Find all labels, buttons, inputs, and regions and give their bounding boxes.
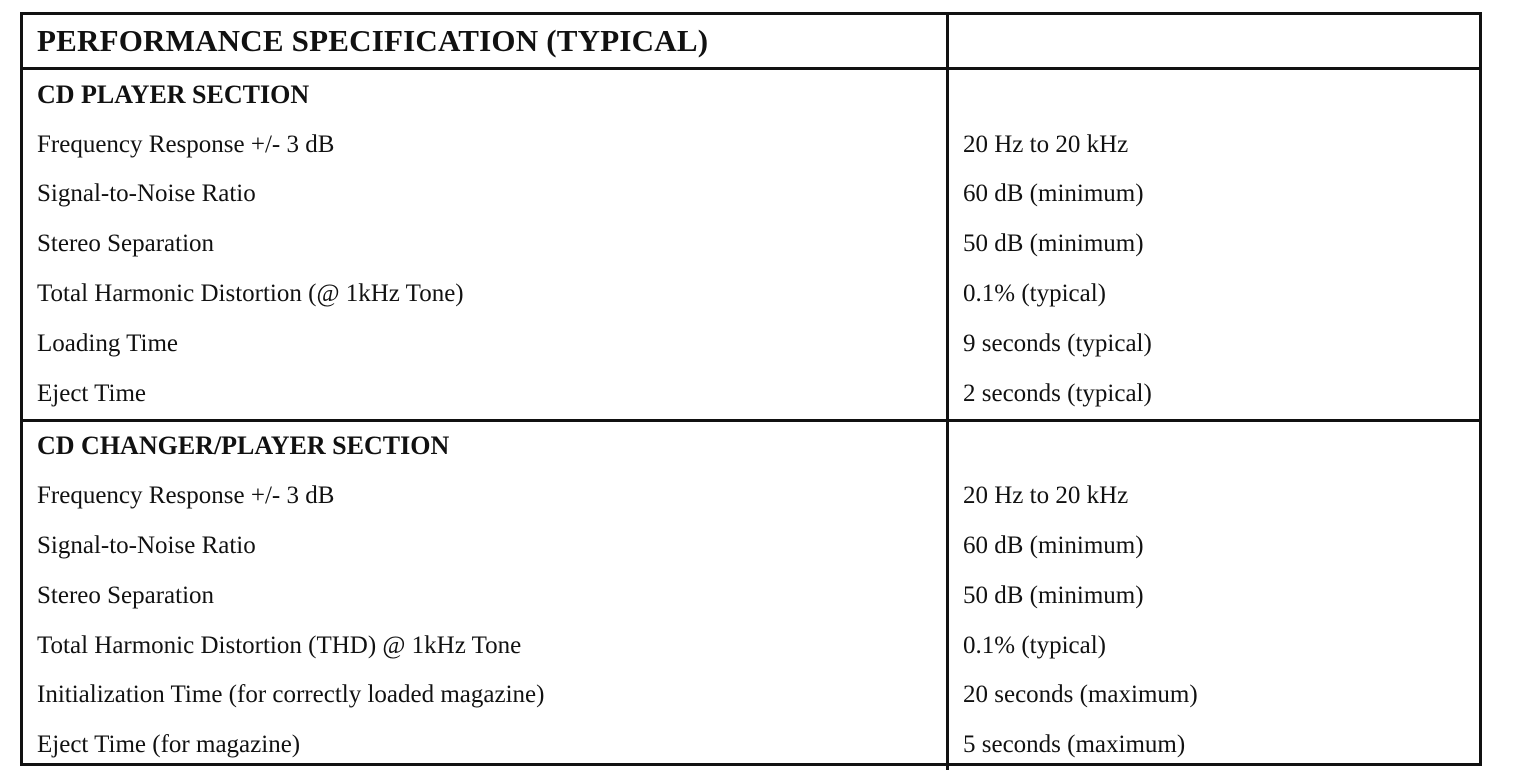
value-cell: 20 Hz to 20 kHz [963,130,1129,158]
section-heading-value-cell [949,70,1479,120]
parameter-cell: Initialization Time (for correctly loaded magazine) [23,671,949,721]
cd-player-section [23,67,1479,419]
parameter-cell: Total Harmonic Distortion (THD) @ 1kHz Tone [23,621,949,671]
section-heading: CD CHANGER/PLAYER SECTION [23,422,949,472]
parameter-cell: Eject Time [23,369,949,419]
value-cell: 0.1% (typical) [963,631,1107,659]
table-row [23,170,1479,220]
title-row [23,15,1479,67]
parameter-cell: Stereo Separation [23,219,949,269]
section-heading: CD PLAYER SECTION [23,70,949,120]
cd-changer-player-section [23,419,1479,771]
value-cell: 20 seconds (maximum) [963,681,1198,709]
value-cell: 20 Hz to 20 kHz [963,482,1129,510]
table-row [23,471,1479,521]
table-row [23,521,1479,571]
table-title: PERFORMANCE SPECIFICATION (TYPICAL) [23,15,949,67]
table-row [23,621,1479,671]
parameter-cell: Signal-to-Noise Ratio [23,170,949,220]
parameter-cell: Signal-to-Noise Ratio [23,521,949,571]
value-cell: 50 dB (minimum) [963,581,1144,609]
table-row [23,671,1479,721]
parameter-cell: Loading Time [23,319,949,369]
table-row [23,571,1479,621]
parameter-cell: Frequency Response +/- 3 dB [23,471,949,521]
value-cell: 5 seconds (maximum) [963,731,1186,759]
section-heading-row [23,422,1479,472]
parameter-cell: Eject Time (for magazine) [23,720,949,770]
section-heading-row [23,70,1479,120]
parameter-cell: Stereo Separation [23,571,949,621]
parameter-cell: Total Harmonic Distortion (@ 1kHz Tone) [23,269,949,319]
table-row [23,319,1479,369]
value-cell: 2 seconds (typical) [963,379,1152,407]
performance-spec-table [20,12,1482,766]
parameter-cell: Frequency Response +/- 3 dB [23,120,949,170]
value-cell: 60 dB (minimum) [963,180,1144,208]
table-row [23,219,1479,269]
value-cell: 50 dB (minimum) [963,230,1144,258]
title-block [23,15,1479,67]
section-heading-value-cell [949,422,1479,472]
table-row [23,120,1479,170]
table-row [23,369,1479,419]
value-cell: 60 dB (minimum) [963,532,1144,560]
table-row [23,269,1479,319]
title-value-cell [949,15,1479,67]
value-cell: 9 seconds (typical) [963,329,1152,357]
value-cell: 0.1% (typical) [963,280,1107,308]
table-row [23,720,1479,770]
